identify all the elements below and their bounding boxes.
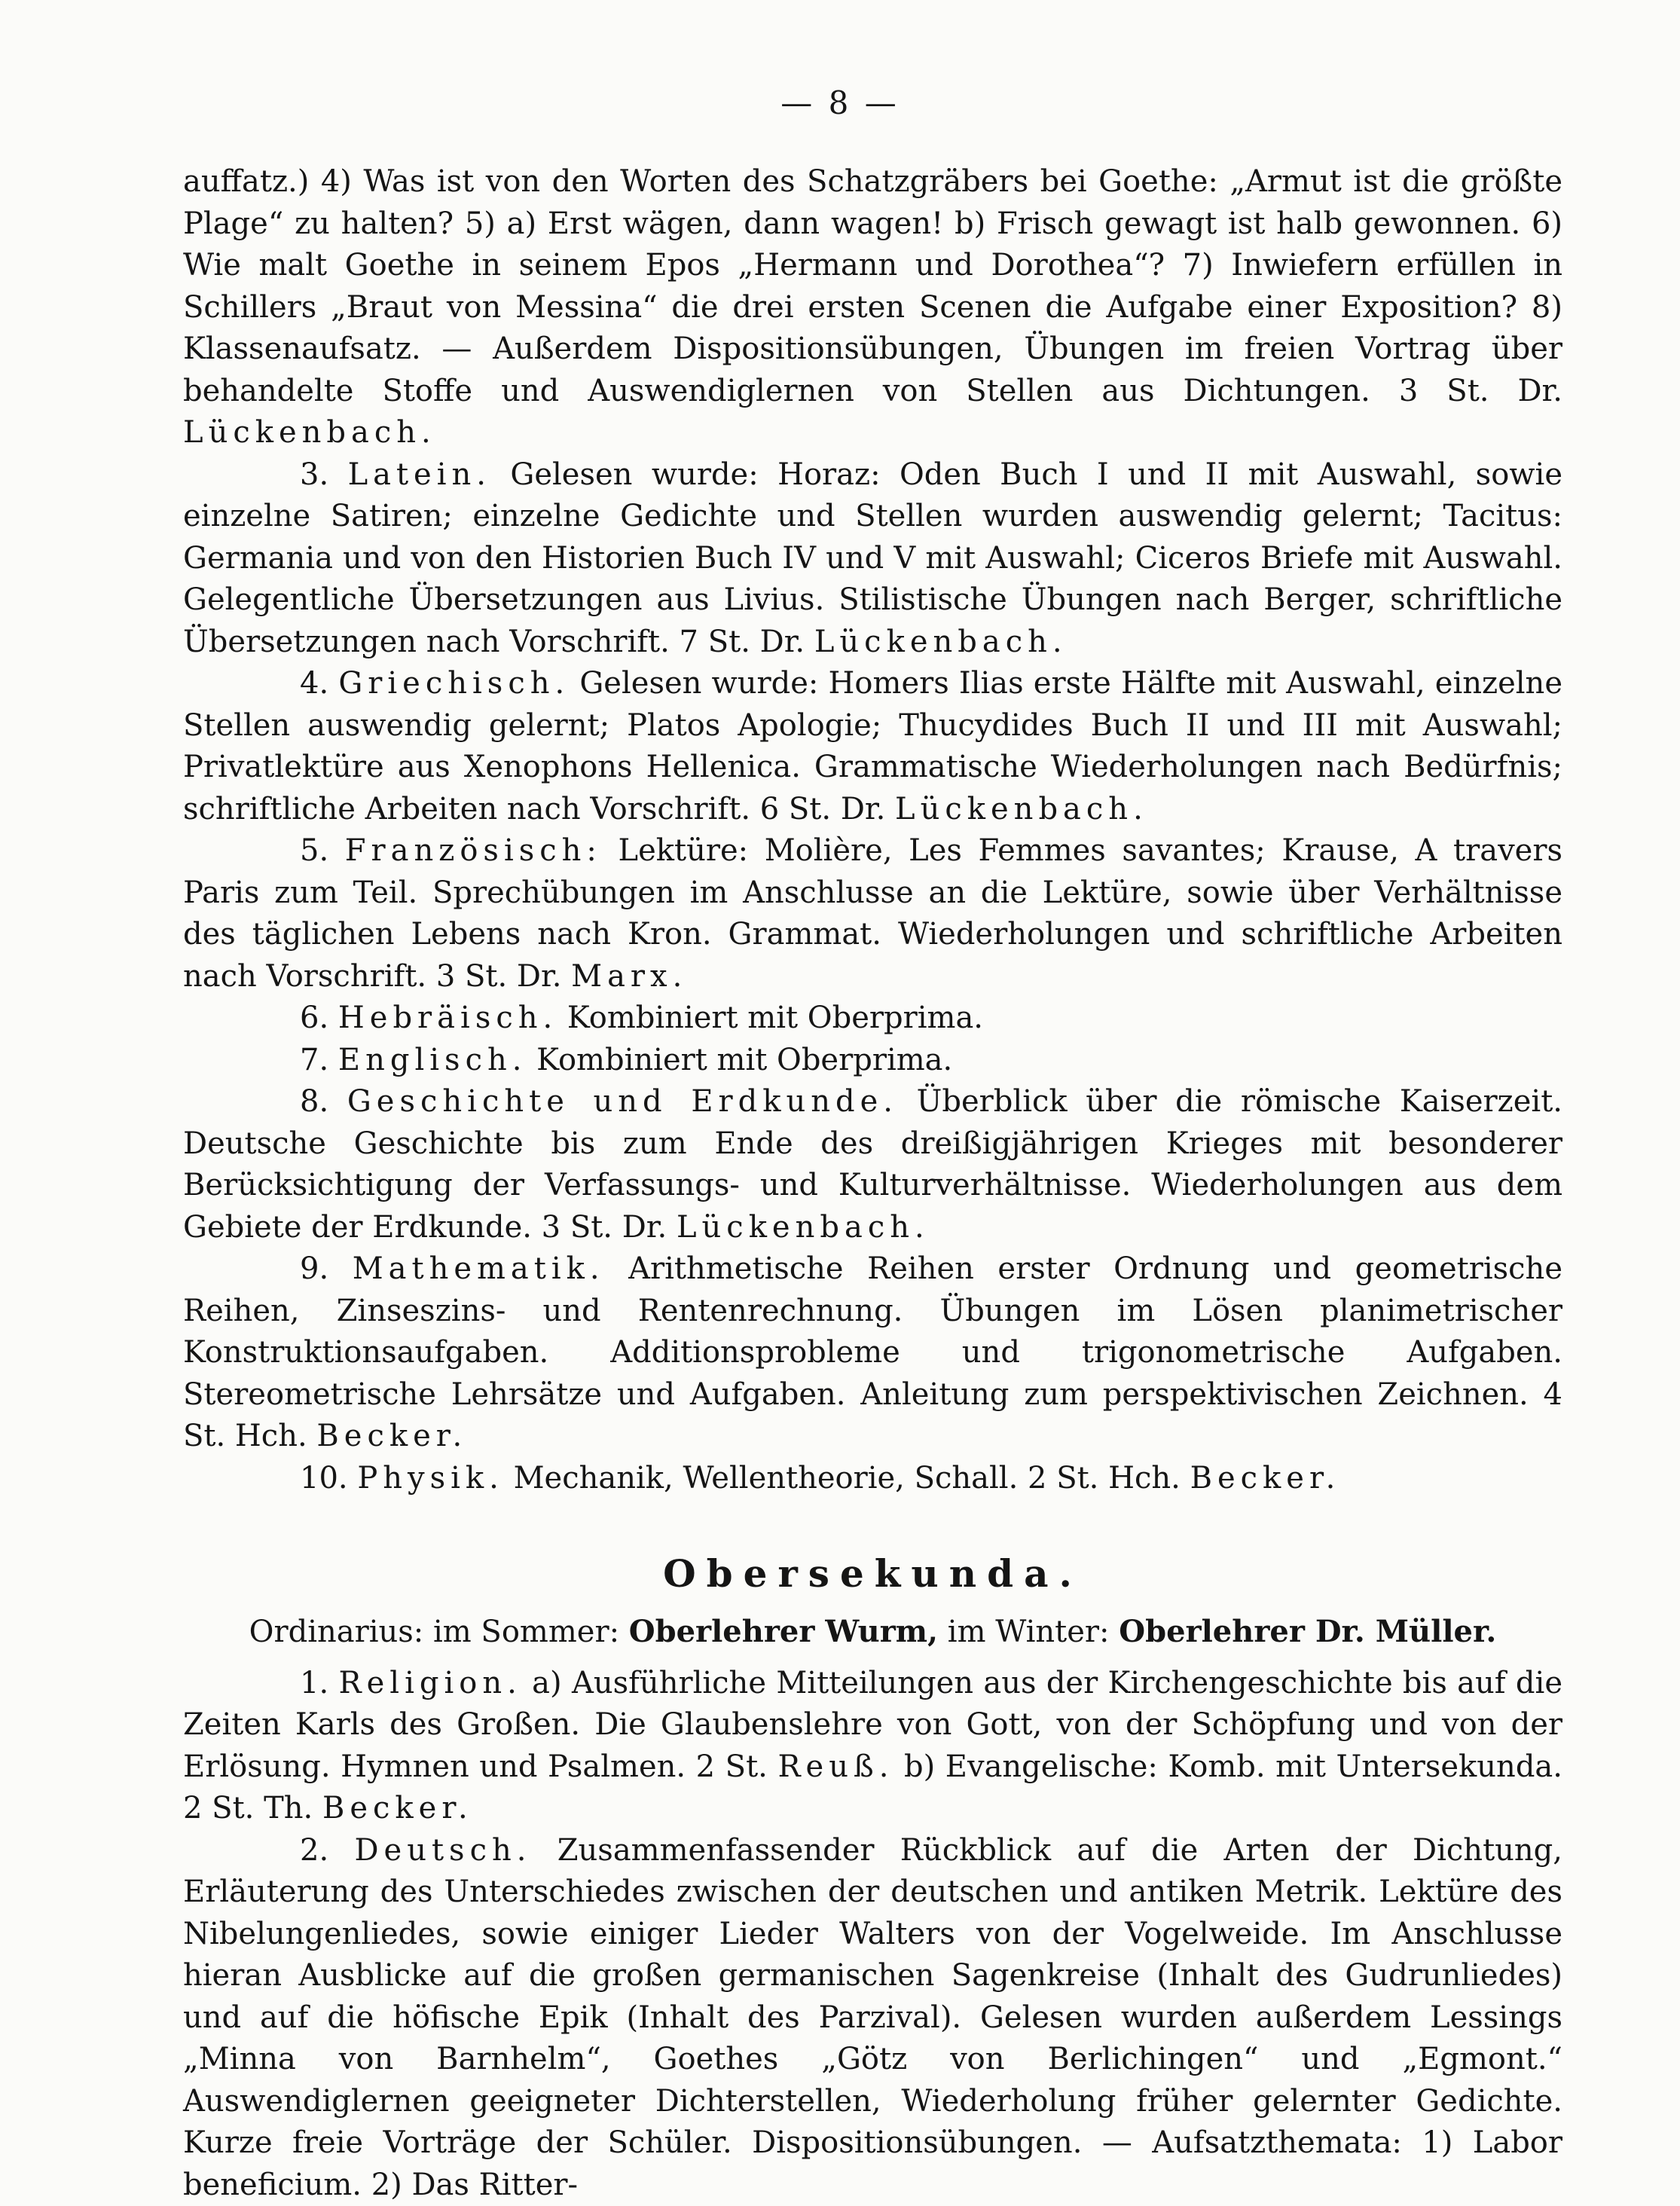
spaced-term: Lückenbach. <box>183 415 436 450</box>
paragraph-text: Kombiniert mit Oberprima. <box>557 1001 983 1035</box>
spaced-term: Becker. <box>1190 1461 1341 1496</box>
ordinarius-winter-teacher: Oberlehrer Dr. Müller. <box>1119 1614 1496 1649</box>
paragraph-text: Zusammenfassender Rückblick auf die Arten der Dichtung, Erläuterung des Unterschiedes zwischen der deutschen und antiken Metrik. Lektüre des Nibelungenliedes, sowie einiger Lieder Walters von der Vogelweide. Im Anschlusse hieran Ausblicke auf die großen germanischen Sagenkreise (Inhalt des Gudrunliedes) und auf die höfische Epik (Inhalt des Parzival). Gelesen wurden außerdem Lessings „Minna von Barnhelm“, Goethes „Götz von Berlichingen“ und „Egmont.“ Auswendiglernen geeigneter Dichterstellen, Wiederholung früher gelernter Gedichte. Kurze freie Vorträge der Schüler. Dispositionsübungen. — Aufsatzthemata: 1) Labor beneficium. 2) Das Ritter- <box>183 1833 1562 2202</box>
spaced-term: Deutsch. <box>354 1833 531 1868</box>
spaced-term: Lückenbach. <box>677 1210 930 1245</box>
ordinarius-line <box>183 1611 1562 1654</box>
ordinarius-prefix: Ordinarius: im Sommer: <box>249 1615 629 1649</box>
spaced-term: Latein. <box>348 457 491 492</box>
paragraph-text: 6. <box>300 1001 338 1035</box>
page-number: — 8 — <box>0 84 1680 121</box>
paragraph-text: Mechanik, Wellentheorie, Schall. 2 St. Hch. <box>504 1461 1190 1496</box>
paragraph-text: 8. <box>300 1084 347 1119</box>
page-body <box>183 161 1562 2206</box>
spaced-term: Reuß. <box>777 1749 893 1784</box>
paragraph <box>183 1663 1562 1830</box>
spaced-term: Englisch. <box>338 1043 527 1077</box>
paragraph-text: 9. <box>300 1251 353 1286</box>
spaced-term: Lückenbach. <box>814 625 1068 659</box>
paragraph-text: 2. <box>300 1833 354 1868</box>
spaced-term: Becker. <box>316 1419 467 1453</box>
paragraph <box>183 161 1562 454</box>
paragraph <box>183 663 1562 830</box>
paragraph-text: 3. <box>300 457 348 492</box>
paragraph <box>183 998 1562 1040</box>
paragraph <box>183 1248 1562 1458</box>
spaced-term: Becker. <box>322 1791 473 1826</box>
spaced-term: Religion. <box>339 1666 522 1700</box>
paragraph-text: 7. <box>300 1043 338 1077</box>
spaced-term: Lückenbach. <box>895 792 1148 826</box>
paragraph-text: Kombiniert mit Oberprima. <box>527 1043 952 1077</box>
paragraph <box>183 1081 1562 1248</box>
paragraph-text: 4. <box>300 666 338 701</box>
paragraph <box>183 1458 1562 1500</box>
curriculum-bottom-section <box>183 1663 1562 2206</box>
paragraph-text: Überblick über die römische Kaiserzeit. Deutsche Geschichte bis zum Ende des dreißigjährigen Krieges mit besonderer Berücksichtigung der Verfassungs- und Kulturverhältnisse. Wiederholungen aus dem Gebiete der Erdkunde. 3 St. Dr. <box>183 1084 1562 1245</box>
spaced-term: Marx. <box>571 959 687 994</box>
spaced-term: Mathematik. <box>353 1251 605 1286</box>
paragraph <box>183 1040 1562 1082</box>
section-title: Obersekunda. <box>183 1548 1562 1600</box>
paragraph-text: b) Evangelische: Komb. mit Untersekunda. 2 St. Th. <box>183 1749 1562 1826</box>
spaced-term: Physik. <box>357 1461 504 1496</box>
paragraph-text: Gelesen wurde: Homers Ilias erste Hälfte mit Auswahl, einzelne Stellen auswendig gelernt; Platos Apologie; Thucydides Buch II und III mit Auswahl; Privatlektüre aus Xenophons Hellenica. Grammatische Wiederholungen nach Bedürfnis; schriftliche Arbeiten nach Vorschrift. 6 St. Dr. <box>183 666 1562 826</box>
paragraph <box>183 830 1562 998</box>
paragraph-text: auffatz.) 4) Was ist von den Worten des Schatzgräbers bei Goethe: „Armut ist die größte Plage“ zu halten? 5) a) Erst wägen, dann wagen! b) Frisch gewagt ist halb gewonnen. 6) Wie malt Goethe in seinem Epos „Hermann und Dorothea“? 7) Inwiefern erfüllen in Schillers „Braut von Messina“ die drei ersten Scenen die Aufgabe einer Exposition? 8) Klassenaufsatz. — Außerdem Dispositionsübungen, Übungen im freien Vortrag über behandelte Stoffe und Auswendiglernen von Stellen aus Dichtungen. 3 St. Dr. <box>183 164 1562 408</box>
paragraph-text: Lektüre: Molière, Les Femmes savantes; Krause, A travers Paris zum Teil. Sprechübungen im Anschlusse an die Lektüre, sowie über Verhältnisse des täglichen Lebens nach Kron. Grammat. Wiederholungen und schriftliche Arbeiten nach Vorschrift. 3 St. Dr. <box>183 833 1562 994</box>
spaced-term: Griechisch. <box>338 666 570 701</box>
ordinarius-summer-teacher: Oberlehrer Wurm, <box>629 1614 938 1649</box>
paragraph-text: 10. <box>300 1461 357 1496</box>
paragraph-text: 5. <box>300 833 345 868</box>
paragraph-text: a) Ausführliche Mitteilungen aus der Kirchengeschichte bis auf die Zeiten Karls des Großen. Die Glaubenslehre von Gott, von der Schöpfung und von der Erlösung. Hymnen und Psalmen. 2 St. <box>183 1666 1562 1784</box>
paragraph-text: 1. <box>300 1666 339 1700</box>
paragraph-text: Gelesen wurde: Horaz: Oden Buch I und II mit Auswahl, sowie einzelne Satiren; einzelne Gedichte und Stellen wurden auswendig gelernt; Tacitus: Germania und von den Historien Buch IV und V mit Auswahl; Ciceros Briefe mit Auswahl. Gelegentliche Übersetzungen aus Livius. Stilistische Übungen nach Berger, schriftliche Übersetzungen nach Vorschrift. 7 St. Dr. <box>183 457 1562 659</box>
paragraph-text: Arithmetische Reihen erster Ordnung und geometrische Reihen, Zinseszins- und Rentenrechnung. Übungen im Lösen planimetrischer Konstruktionsaufgaben. Additionsprobleme und trigonometrische Aufgaben. Stereometrische Lehrsätze und Aufgaben. Anleitung zum perspektivischen Zeichnen. 4 St. Hch. <box>183 1251 1562 1453</box>
spaced-term: Geschichte und Erdkunde. <box>347 1084 898 1119</box>
ordinarius-middle: im Winter: <box>938 1615 1119 1649</box>
curriculum-top-section <box>183 161 1562 1499</box>
spaced-term: Französisch: <box>345 833 602 868</box>
paragraph <box>183 454 1562 664</box>
spaced-term: Hebräisch. <box>338 1001 557 1035</box>
paragraph <box>183 1830 1562 2206</box>
